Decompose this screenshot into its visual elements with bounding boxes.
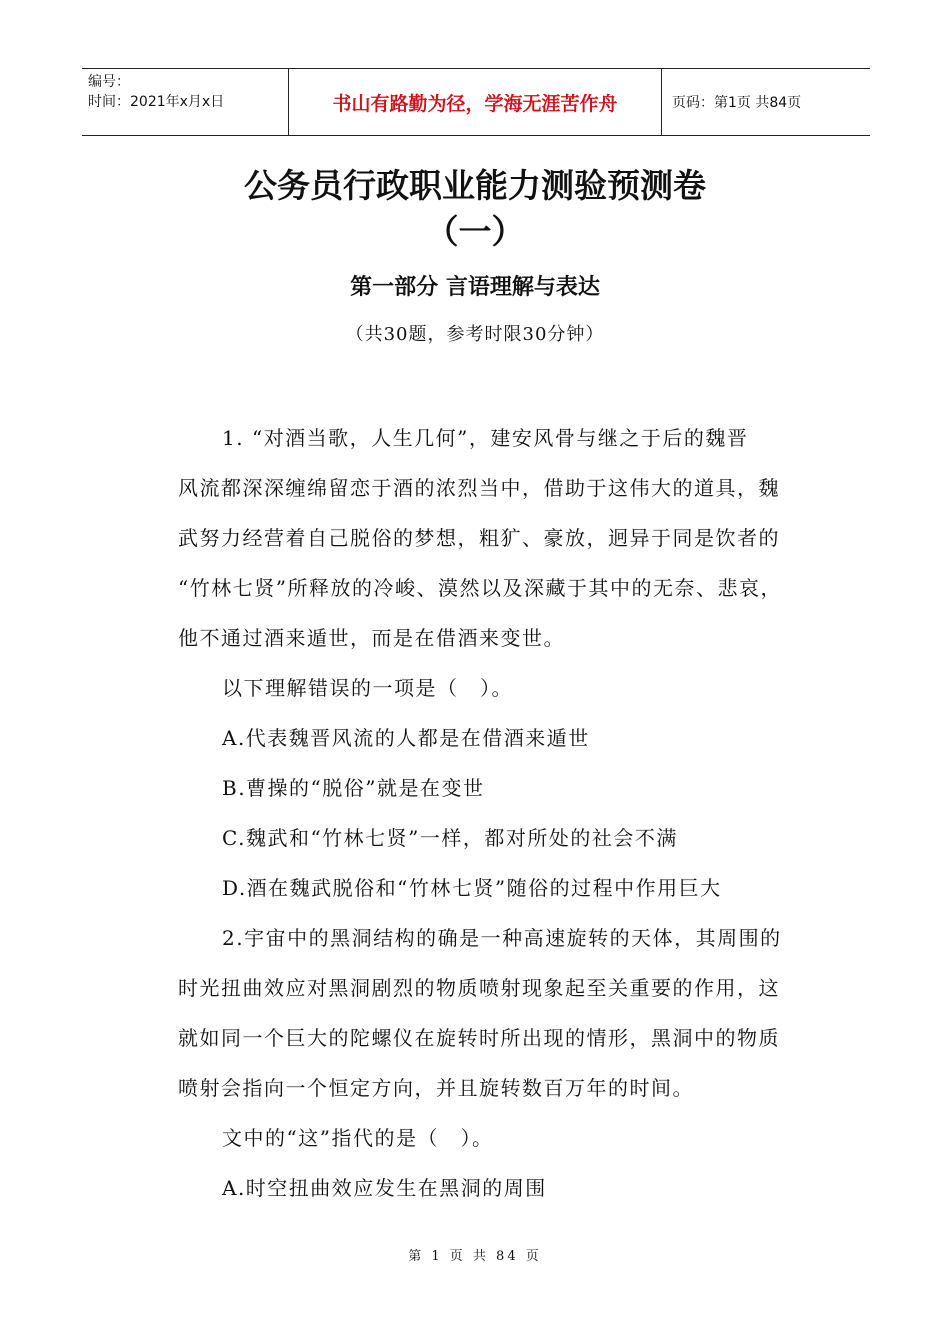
document-header (82, 68, 870, 136)
header-page-info: 页码：第1页 共84页 (672, 95, 802, 111)
text-line: 就如同一个巨大的陀螺仪在旋转时所出现的情形，黑洞中的物质 (178, 1026, 780, 1050)
question-prompt: 文中的“这”指代的是（ ）。 (222, 1126, 494, 1150)
text-line: 2.宇宙中的黑洞结构的确是一种高速旋转的天体，其周围的 (222, 926, 782, 950)
option-d: D.酒在魏武脱俗和“竹林七贤”随俗的过程中作用巨大 (222, 876, 722, 900)
header-motto: 书山有路勤为径，学海无涯苦作舟 (288, 69, 662, 135)
part-note: （共30题，参考时限30分钟） (345, 324, 605, 345)
part-heading: 第一部分 言语理解与表达 (350, 274, 600, 300)
document-subtitle: （一） (425, 212, 525, 251)
option-c: C.魏武和“竹林七贤”一样，都对所处的社会不满 (222, 826, 678, 850)
question-prompt: 以下理解错误的一项是（ ）。 (222, 676, 513, 700)
text-line: 1. “对酒当歌，人生几何”，建安风骨与继之于后的魏晋 (222, 426, 749, 450)
text-line: 他不通过酒来遁世，而是在借酒来变世。 (178, 626, 565, 650)
option-a: A.时空扭曲效应发生在黑洞的周围 (222, 1176, 547, 1200)
text-line: “竹林七贤”所释放的冷峻、漠然以及深藏于其中的无奈、悲哀， (178, 576, 782, 600)
text-line: 时光扭曲效应对黑洞剧烈的物质喷射现象起至关重要的作用，这 (178, 976, 780, 1000)
text-line: 风流都深深缠绵留恋于酒的浓烈当中，借助于这伟大的道具，魏 (178, 476, 780, 500)
text-line: 武努力经营着自己脱俗的梦想，粗犷、豪放，迥异于同是饮者的 (178, 526, 780, 550)
text-line: 喷射会指向一个恒定方向，并且旋转数百万年的时间。 (178, 1076, 694, 1100)
option-b: B.曹操的“脱俗”就是在变世 (222, 776, 485, 800)
time-label: 时间：2021年x月x日 (88, 94, 225, 110)
document-title: 公务员行政职业能力测验预测卷 (244, 166, 706, 205)
page-footer: 第 1 页 共 84 页 (408, 1249, 542, 1264)
number-label: 编号： (88, 74, 130, 90)
option-a: A.代表魏晋风流的人都是在借酒来遁世 (222, 726, 590, 750)
header-meta (82, 69, 288, 135)
